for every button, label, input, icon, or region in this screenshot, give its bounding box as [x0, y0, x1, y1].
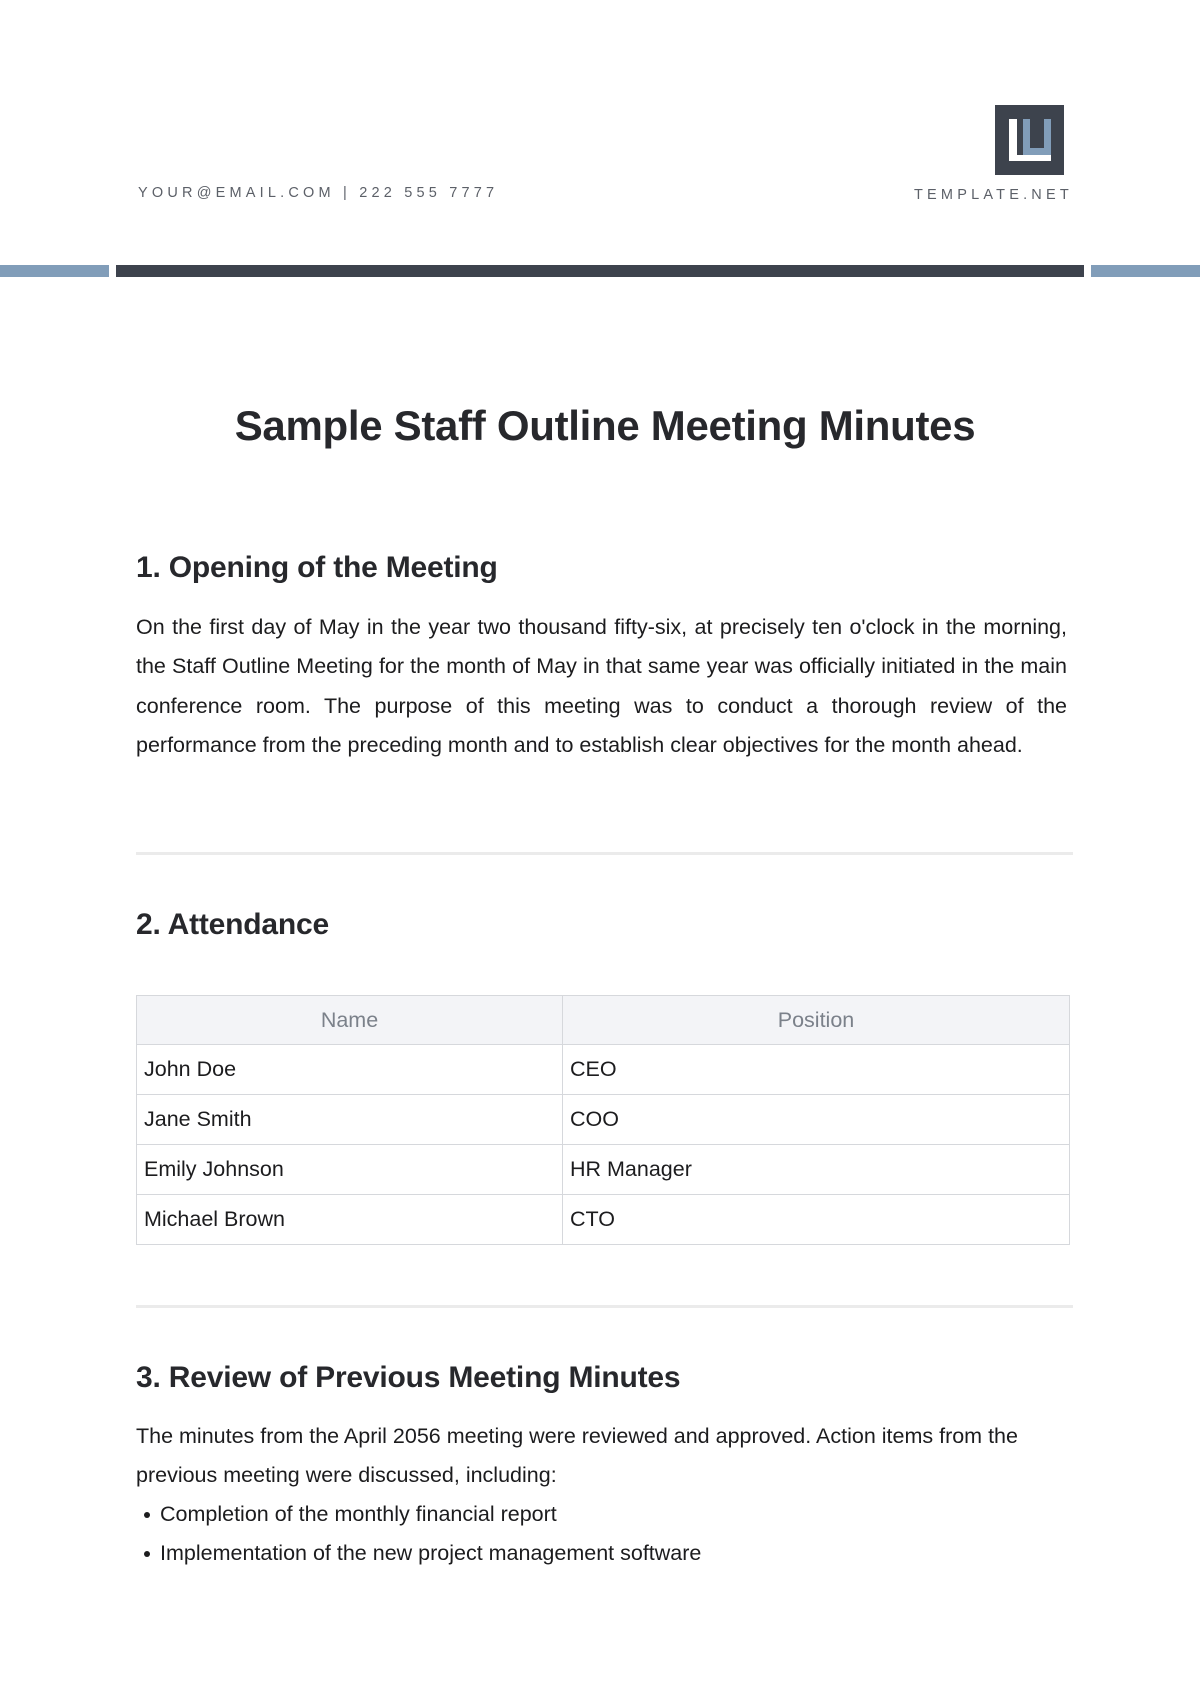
- list-item: [136, 1534, 701, 1573]
- cell-position: CEO: [563, 1045, 1070, 1095]
- bullet-icon: [144, 1551, 150, 1557]
- table-header-row: [137, 996, 1070, 1045]
- header-bar-right-accent: [1091, 265, 1200, 277]
- list-item-text: Completion of the monthly financial report: [160, 1502, 557, 1526]
- cell-name: Michael Brown: [137, 1195, 563, 1245]
- action-items-list: [136, 1495, 701, 1574]
- header-bar-main: [116, 265, 1084, 277]
- cell-name: John Doe: [137, 1045, 563, 1095]
- list-item-text: Implementation of the new project management software: [160, 1541, 702, 1566]
- column-header-position: Position: [563, 996, 1070, 1045]
- section-divider: [136, 1305, 1073, 1308]
- document-title: Sample Staff Outline Meeting Minutes: [234, 402, 976, 449]
- section-paragraph-opening: On the first day of May in the year two thousand fifty-six, at precisely ten o'clock in the morning, the Staff Outline Meeting for the month of May in that same year was officially initiated in the main conference room. The purpose of this meeting was to conduct a thorough review of the performance from the preceding month and to establish clear objectives for the month ahead.: [136, 615, 1067, 757]
- column-header-name: Name: [137, 996, 563, 1045]
- table-row: [137, 1195, 1070, 1245]
- list-item: [136, 1495, 701, 1534]
- section-heading-attendance: 2. Attendance: [136, 908, 330, 941]
- table-row: [137, 1045, 1070, 1095]
- brand-name: TEMPLATE.NET: [914, 187, 1073, 203]
- table-row: [137, 1095, 1070, 1145]
- cell-position: CTO: [563, 1195, 1070, 1245]
- section-heading-opening: 1. Opening of the Meeting: [136, 551, 498, 584]
- table-row: [137, 1145, 1070, 1195]
- cell-name: Jane Smith: [137, 1095, 563, 1145]
- cell-name: Emily Johnson: [137, 1145, 563, 1195]
- contact-info: YOUR@EMAIL.COM | 222 555 7777: [138, 185, 499, 201]
- cell-position: HR Manager: [563, 1145, 1070, 1195]
- section-paragraph-review: The minutes from the April 2056 meeting were reviewed and approved. Action items from the previous meeting were discussed, including:: [136, 1424, 1018, 1488]
- template-net-logo-icon: [995, 105, 1064, 175]
- bullet-icon: [144, 1512, 150, 1518]
- section-heading-review: 3. Review of Previous Meeting Minutes: [136, 1361, 681, 1394]
- cell-position: COO: [563, 1095, 1070, 1145]
- attendance-table: [136, 995, 1070, 1245]
- header-bar-left-accent: [0, 265, 109, 277]
- section-divider: [136, 852, 1073, 855]
